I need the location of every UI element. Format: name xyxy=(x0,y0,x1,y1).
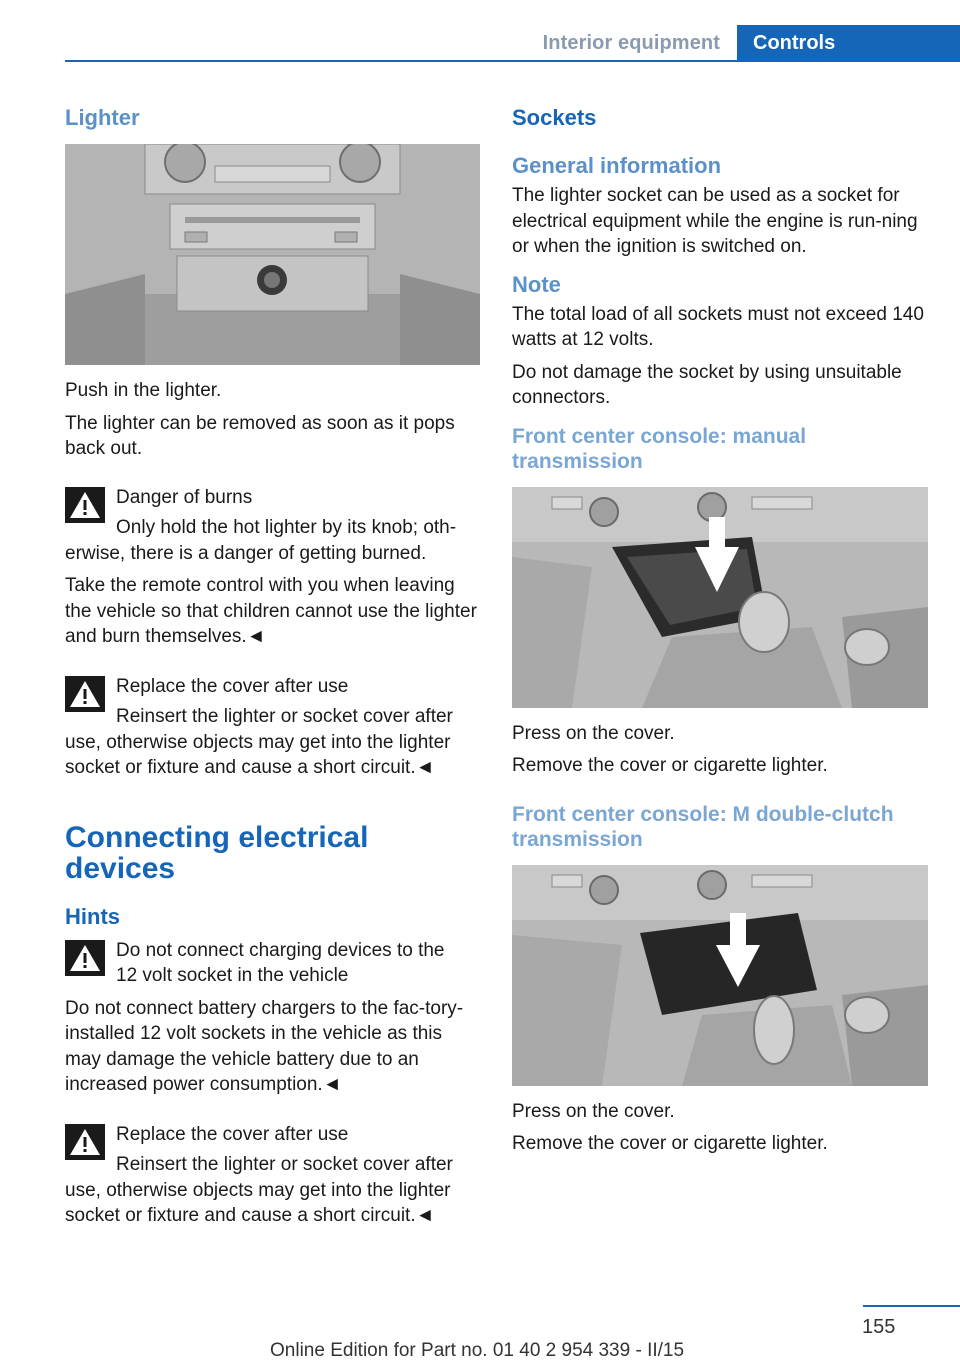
dct-console-figure xyxy=(512,865,928,1086)
left-column xyxy=(65,100,480,1229)
dct-press-cover: Press on the cover. xyxy=(512,1100,675,1122)
warning-triangle-icon xyxy=(65,1124,105,1160)
edition-note: Online Edition for Part no. 01 40 2 954 339 - II/15 xyxy=(270,1340,685,1361)
footer-rule xyxy=(863,1305,960,1307)
warning-triangle-icon xyxy=(65,676,105,712)
warning-charging-body: Do not connect battery chargers to the fac-tory-installed 12 volt sockets in the vehicle as this may damage the vehicle battery due to an increased power consumption.◄ xyxy=(65,997,464,1095)
warning-cover2-rest: use, otherwise objects may get into the lighter socket or fixture and cause a short circuit.◄ xyxy=(65,1179,451,1226)
warning-replace-cover xyxy=(65,674,480,781)
warning-triangle-icon xyxy=(65,940,105,976)
warning-cover-rest: use, otherwise objects may get into the lighter socket or fixture and cause a short circuit.◄ xyxy=(65,731,451,778)
sockets-heading: Sockets xyxy=(512,105,597,130)
dct-remove-cover: Remove the cover or cigarette lighter. xyxy=(512,1133,828,1154)
note-load-text: The total load of all sockets must not exceed 140 watts at 12 volts. xyxy=(512,303,924,350)
chapter-heading: Connecting electrical devices xyxy=(65,820,369,885)
warning-triangle-icon xyxy=(65,487,105,523)
warning-charging-devices xyxy=(65,938,480,1098)
warning-burns-line: Only hold the hot lighter by its knob; oth- xyxy=(116,517,457,538)
warning-burns-title: Danger of burns xyxy=(116,486,253,508)
page-number: 155 xyxy=(862,1316,896,1338)
warning-charging-title-2: 12 volt socket in the vehicle xyxy=(116,965,349,986)
note-heading: Note xyxy=(512,271,561,297)
warning-replace-cover-2 xyxy=(65,1122,480,1229)
warning-burns xyxy=(65,485,480,650)
general-info-text: The lighter socket can be used as a socket for electrical equipment while the engine is run-ning or when the ignition is switched on. xyxy=(512,185,918,257)
note-connector-text: Do not damage the socket by using unsuitable connectors. xyxy=(512,361,902,408)
warning-burns-rest: erwise, there is a danger of getting burned. xyxy=(65,542,427,564)
header-rule xyxy=(65,60,960,62)
manual-press-cover: Press on the cover. xyxy=(512,722,675,744)
general-info-heading: General information xyxy=(512,153,722,178)
lighter-heading: Lighter xyxy=(65,105,140,130)
lighter-figure xyxy=(65,144,480,365)
right-column xyxy=(512,100,932,1157)
warning-burns-text: Take the remote control with you when leaving the vehicle so that children cannot use the lighter and burn themselves.◄ xyxy=(65,575,477,647)
lighter-instruction: Push in the lighter. xyxy=(65,380,222,401)
warning-cover2-line: Reinsert the lighter or socket cover after xyxy=(116,1154,453,1175)
running-header-chapter: Controls xyxy=(737,25,960,62)
hints-heading: Hints xyxy=(65,903,120,929)
lighter-removal-text: The lighter can be removed as soon as it pops back out. xyxy=(65,412,455,459)
warning-cover-title: Replace the cover after use xyxy=(116,675,349,697)
manual-console-figure xyxy=(512,487,928,708)
running-header-section: Interior equipment xyxy=(542,32,720,54)
warning-cover-line: Reinsert the lighter or socket cover after xyxy=(116,706,453,727)
warning-charging-title-1: Do not connect charging devices to the xyxy=(116,939,445,961)
manual-remove-cover: Remove the cover or cigarette lighter. xyxy=(512,755,828,776)
warning-cover2-title: Replace the cover after use xyxy=(116,1123,349,1145)
manual-console-heading: Front center console: manual transmission xyxy=(512,424,807,473)
dct-console-heading: Front center console: M double-clutch transmission xyxy=(512,802,894,851)
